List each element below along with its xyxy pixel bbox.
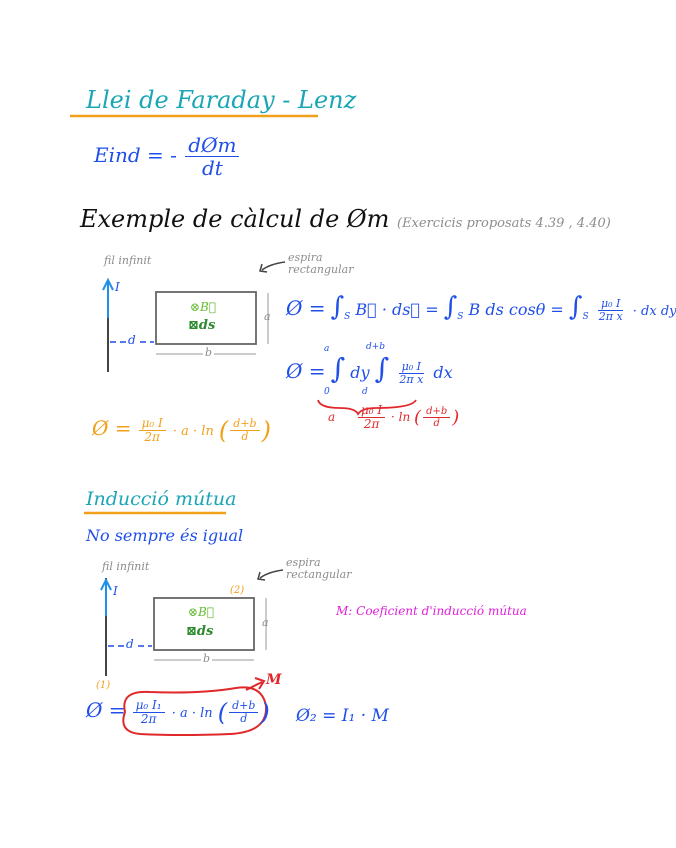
orange-den: 2π [144, 430, 160, 444]
integral-1: ∫ [330, 292, 345, 322]
mutual-mid: · a · ln [171, 706, 213, 721]
red-num: μ₀ I [358, 404, 385, 418]
line2-den: 2π x [399, 373, 424, 386]
phi-eq-2: Ø = [286, 359, 326, 383]
wire-label-1: fil infinit [104, 254, 152, 267]
mutual-phi: Ø = [86, 698, 126, 722]
pointer-arrow-1 [262, 262, 285, 270]
line1-num: μ₀ I [598, 298, 623, 311]
inner-lower-limit: d [362, 387, 368, 397]
dx: dx [433, 363, 453, 382]
red-paren-open: ( [414, 407, 422, 429]
section2-subtitle: No sempre és igual [86, 526, 244, 545]
orange-ln-den: d [241, 430, 249, 443]
mutual-ln-num: d+b [229, 700, 258, 713]
mutual-den: 2π [140, 712, 157, 726]
line1-fraction [596, 298, 626, 323]
b-ds-cos: B ds cosθ [468, 300, 546, 319]
dim-b-label-1: b [205, 346, 213, 359]
orange-phi: Ø = [92, 416, 132, 440]
red-ln-den: d [433, 418, 440, 430]
emf-symbol: Eind [94, 143, 141, 167]
mutual-num: μ₀ I₁ [133, 699, 165, 713]
line2-fraction [396, 361, 426, 386]
orange-num: μ₀ I [139, 417, 166, 431]
mutual-fraction [133, 699, 165, 726]
red-fraction [358, 404, 385, 431]
b-field-label-2: ⊗B⃗ [188, 605, 215, 619]
section-title-mutual: Inducció mútua [86, 488, 237, 510]
current-label-1: I [115, 280, 120, 294]
loop-2-number: (2) [230, 585, 245, 596]
ds-label-1: ⊠ds [188, 318, 216, 333]
orange-ln-num: d+b [230, 418, 259, 431]
phi-eq-1: Ø = [286, 296, 326, 320]
surface-sub-2: S [457, 312, 464, 323]
eq-2: = [425, 300, 439, 319]
orange-paren-close: ) [261, 416, 271, 445]
dim-a-label-2: a [262, 616, 269, 629]
b-field-label-1: ⊗B⃗ [190, 300, 217, 314]
red-paren-close: ) [452, 407, 460, 429]
law-numerator: dØm [185, 134, 239, 157]
mutual-m-label: M [266, 672, 282, 688]
example-heading [80, 205, 611, 233]
brace-a: a [328, 410, 336, 424]
ds-label-2: ⊠ds [186, 624, 214, 639]
red-ln-fraction [423, 406, 450, 429]
red-partial-result [356, 404, 459, 431]
law-denominator: dt [201, 156, 223, 180]
flux-calc-line-2 [286, 352, 453, 386]
dim-b-label-2: b [203, 652, 211, 665]
mutual-coefficient-definition: M: Coeficient d'inducció mútua [336, 604, 527, 618]
mutual-ln-den: d [240, 712, 248, 725]
loop-label-1: espira rectangular [288, 251, 354, 277]
integral-2: ∫ [443, 292, 458, 322]
mutual-paren-close: ) [260, 698, 270, 727]
inner-upper-limit: d+b [366, 342, 386, 352]
orange-ln-fraction [230, 418, 259, 443]
phi2-equation: Ø₂ = I₁ · M [296, 706, 389, 726]
line1-tail: · dx dy [632, 304, 676, 319]
surface-sub-1: S [344, 312, 351, 323]
line1-den: 2π x [598, 310, 623, 323]
faraday-law [94, 134, 241, 179]
orange-fraction [139, 417, 166, 444]
loop-label-2: espira rectangular [286, 556, 352, 582]
section-title-faraday: Llei de Faraday - Lenz [86, 86, 357, 114]
outer-upper-limit: a [324, 344, 330, 354]
red-den: 2π [363, 417, 380, 432]
dy: dy [350, 363, 370, 382]
eq-3: = [550, 300, 564, 319]
b-dot-ds: B⃗ · ds⃗ [355, 300, 421, 319]
mutual-ln-fraction [229, 700, 258, 725]
flux-calc-line-1 [286, 292, 676, 323]
exercise-note: (Exercicis proposats 4.39 , 4.40) [397, 216, 611, 231]
mutual-flux-result [86, 698, 270, 727]
orange-flux-result [92, 416, 271, 445]
dim-d-label-1: d [128, 333, 136, 347]
inner-integral: ∫ [374, 352, 390, 385]
mutual-paren-open: ( [217, 698, 228, 727]
surface-sub-3: S [582, 312, 589, 323]
outer-integral: ∫ [330, 352, 346, 385]
phi-m-symbol: Øm [346, 205, 390, 233]
red-ln-num: d+b [423, 406, 450, 418]
orange-paren-open: ( [218, 416, 229, 445]
pointer-arrow-2 [260, 570, 283, 578]
dim-a-label-1: a [264, 310, 271, 323]
wire-2-number: (1) [96, 680, 111, 691]
line2-num: μ₀ I [399, 361, 424, 374]
law-fraction [185, 134, 239, 179]
wire-label-2: fil infinit [102, 560, 150, 573]
dim-d-label-2: d [126, 637, 134, 651]
red-ln: · ln [391, 410, 411, 425]
law-equals: = - [147, 143, 177, 167]
integral-3: ∫ [568, 292, 583, 322]
current-label-2: I [113, 584, 118, 598]
example-text: Exemple de càlcul de [80, 205, 340, 233]
outer-lower-limit: 0 [324, 387, 330, 397]
orange-mid: · a · ln [172, 424, 214, 439]
